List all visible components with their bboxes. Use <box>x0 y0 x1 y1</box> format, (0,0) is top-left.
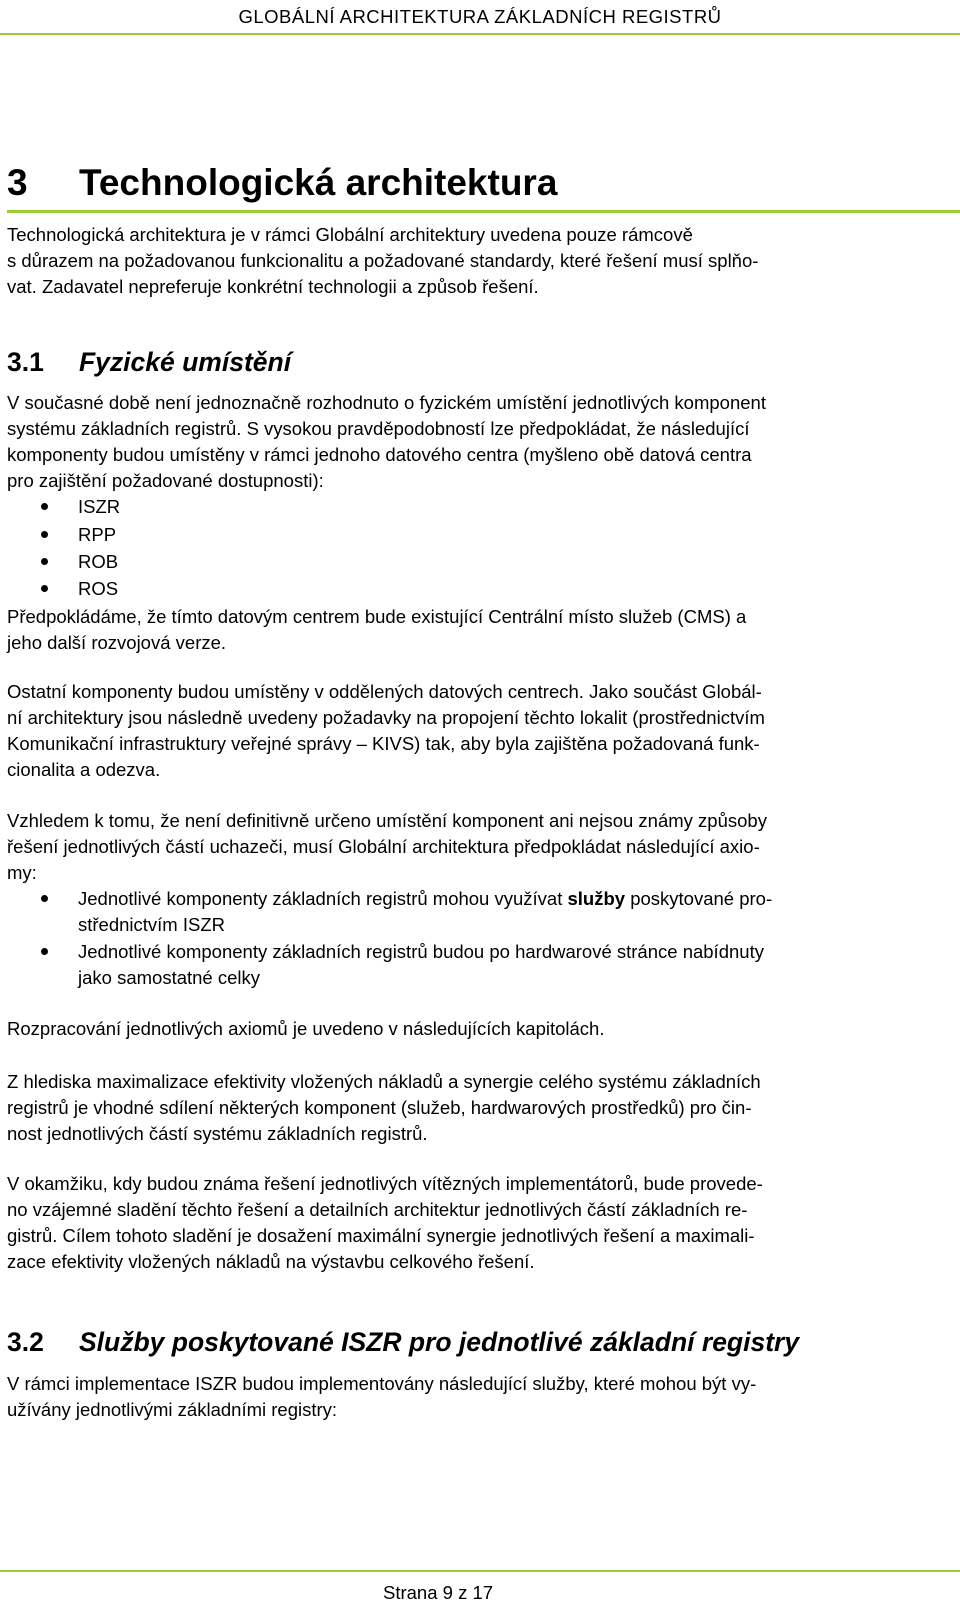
text-line: Rozpracování jednotlivých axiomů je uvedeno v následujících kapitolách. <box>7 1018 605 1039</box>
list-item-text: ROB <box>78 551 119 572</box>
section-number: 3 <box>7 162 28 203</box>
text-line: s důrazem na požadovanou funkcionalitu a požadované standardy, které řešení musí splňo- <box>7 250 759 271</box>
list-item-text: střednictvím ISZR <box>78 914 225 935</box>
running-header: GLOBÁLNÍ ARCHITEKTURA ZÁKLADNÍCH REGISTRŮ <box>238 6 722 27</box>
section-title: Technologická architektura <box>79 162 558 203</box>
text-line: registrů je vhodné sdílení některých komponent (služeb, hardwarových prostředků) pro čin- <box>7 1097 752 1118</box>
text-line: komponenty budou umístěny v rámci jednoho datového centra (myšleno obě datová centra <box>7 444 752 465</box>
bullet-icon <box>41 558 48 565</box>
bold-text-run: služby <box>567 888 626 909</box>
text-line: Z hlediska maximalizace efektivity vložených nákladů a synergie celého systému základních <box>7 1071 761 1092</box>
text-run: Jednotlivé komponenty základních registrů mohou využívat <box>78 888 568 909</box>
text-line: Ostatní komponenty budou umístěny v oddělených datových centrech. Jako součást Globál- <box>7 681 762 702</box>
section-number: 3.2 <box>7 1327 44 1357</box>
paragraph-8 <box>7 1371 756 1423</box>
text-line: nost jednotlivých částí systému základních registrů. <box>7 1123 428 1144</box>
paragraph-5 <box>7 1016 604 1042</box>
text-line: zace efektivity vložených nákladů na výstavbu celkového řešení. <box>7 1251 535 1272</box>
section-title: Fyzické umístění <box>79 347 292 377</box>
list-item-text <box>78 886 772 912</box>
bullet-icon <box>41 585 48 592</box>
section-3-heading <box>7 160 557 206</box>
bullet-icon <box>41 948 48 955</box>
list-item-text: ISZR <box>78 496 121 517</box>
section-heading-rule <box>7 210 960 213</box>
section-number: 3.1 <box>7 347 44 377</box>
footer-rule <box>0 1570 960 1572</box>
list-item-text: ROS <box>78 578 119 599</box>
paragraph-6 <box>7 1069 761 1147</box>
text-line: řešení jednotlivých částí uchazeči, musí Globální architektura předpokládat následující axio- <box>7 836 760 857</box>
page-number: Strana 9 z 17 <box>383 1582 494 1603</box>
text-line: Technologická architektura je v rámci Globální architektury uvedena pouze rámcově <box>7 224 693 245</box>
bullet-icon <box>41 503 48 510</box>
text-line: ní architektury jsou následně uvedeny požadavky na propojení těchto lokalit (prostřednictvím <box>7 707 765 728</box>
list-item <box>7 549 118 575</box>
list-item <box>7 939 764 991</box>
text-line: vat. Zadavatel nepreferuje konkrétní technologii a způsob řešení. <box>7 276 539 297</box>
list-item-text: RPP <box>78 524 117 545</box>
text-line: V současné době není jednoznačně rozhodnuto o fyzickém umístění jednotlivých komponent <box>7 392 766 413</box>
text-line: V okamžiku, kdy budou známa řešení jednotlivých vítězných implementátorů, bude provede- <box>7 1173 763 1194</box>
text-line: jeho další rozvojová verze. <box>7 632 227 653</box>
section-3-2-heading <box>7 1324 799 1360</box>
paragraph-4 <box>7 808 767 886</box>
bullet-icon <box>41 895 48 902</box>
bullet-icon <box>41 531 48 538</box>
list-item <box>7 494 120 520</box>
text-line: pro zajištění požadované dostupnosti): <box>7 470 324 491</box>
list-item <box>7 886 772 938</box>
text-line: cionalita a odezva. <box>7 759 161 780</box>
header-rule <box>0 33 960 35</box>
text-line: užívány jednotlivými základními registry: <box>7 1399 338 1420</box>
paragraph-2 <box>7 604 746 656</box>
text-line: systému základních registrů. S vysokou pravděpodobností lze předpokládat, že následující <box>7 418 750 439</box>
list-item-text: jako samostatné celky <box>78 967 261 988</box>
section-3-1-heading <box>7 344 291 380</box>
list-item-text: Jednotlivé komponenty základních registrů budou po hardwarové stránce nabídnuty <box>78 941 764 962</box>
text-line: Komunikační infrastruktury veřejné správy – KIVS) tak, aby byla zajištěna požadovaná funk- <box>7 733 760 754</box>
text-line: gistrů. Cílem tohoto sladění je dosažení maximální synergie jednotlivých řešení a maximali- <box>7 1225 755 1246</box>
paragraph-3 <box>7 679 765 783</box>
text-run: poskytované pro- <box>625 888 773 909</box>
text-line: Vzhledem k tomu, že není definitivně určeno umístění komponent ani nejsou známy způsoby <box>7 810 767 831</box>
paragraph-7 <box>7 1171 763 1275</box>
text-line: V rámci implementace ISZR budou implementovány následující služby, které mohou být vy- <box>7 1373 757 1394</box>
list-item <box>7 576 118 602</box>
paragraph-1 <box>7 390 766 494</box>
list-item <box>7 522 116 548</box>
section-3-intro <box>7 222 758 300</box>
text-line: my: <box>7 862 37 883</box>
section-title: Služby poskytované ISZR pro jednotlivé základní registry <box>79 1327 800 1357</box>
text-line: no vzájemné sladění těchto řešení a detailních architektur jednotlivých částí základních re- <box>7 1199 748 1220</box>
text-line: Předpokládáme, že tímto datovým centrem bude existující Centrální místo služeb (CMS) a <box>7 606 747 627</box>
